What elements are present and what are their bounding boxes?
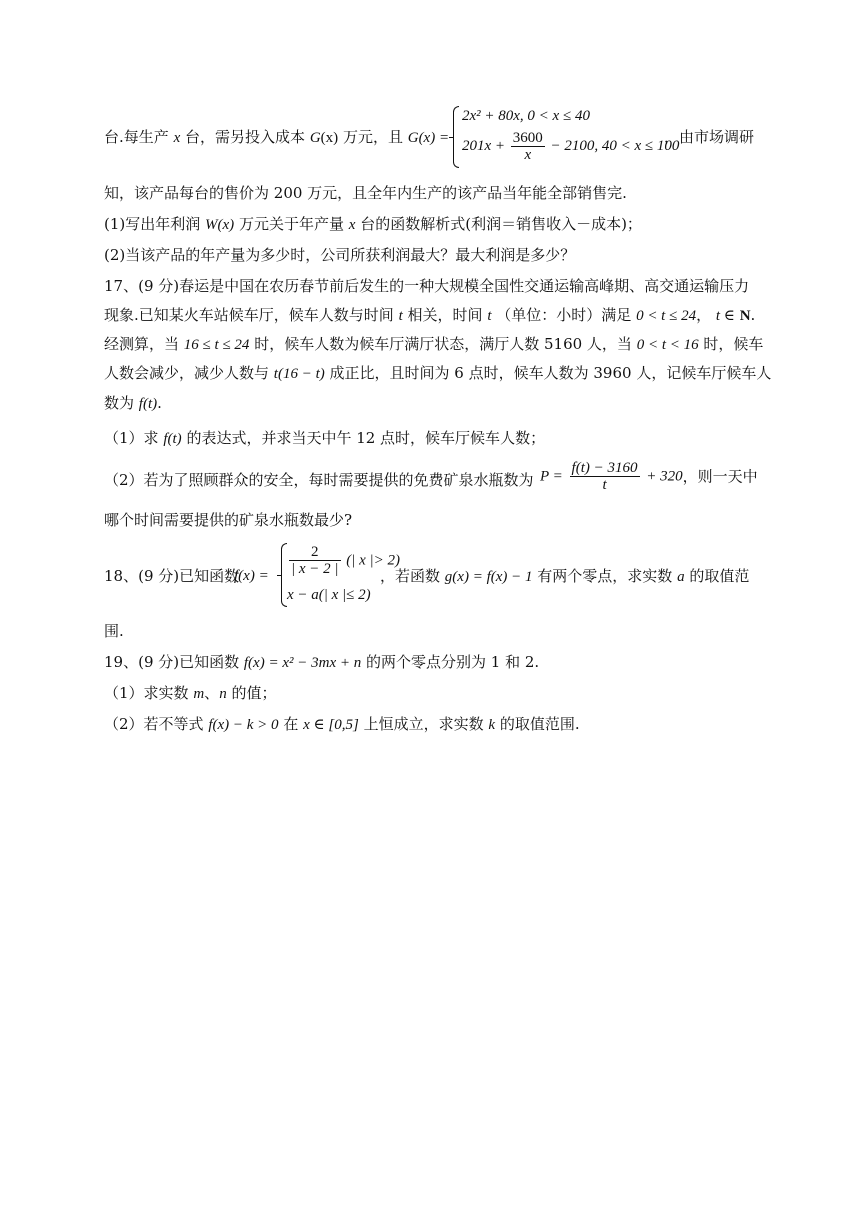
q17-frac-num: f(t) − 3160 <box>571 460 638 476</box>
q17-l2-cond2: t ∈ <box>715 308 735 324</box>
q19-s2-ineq: f(x) − k > 0 <box>208 717 279 733</box>
q16-var-x: x <box>173 130 181 146</box>
q18-f-eq: f(x) = <box>234 568 269 584</box>
q17-s2-post: ，则一天中 <box>682 467 758 486</box>
q19-sub1 <box>104 683 276 704</box>
q19-f-eq: f(x) = x² − 3mx + n <box>243 655 362 671</box>
q19-s2-mid2: 上恒成立，求实数 <box>363 715 484 733</box>
q17-line4 <box>104 363 771 384</box>
q17-sub2-line2: 哪个时间需要提供的矿泉水瓶数最少? <box>104 511 353 529</box>
q17-s2-P: P = <box>540 468 563 485</box>
q17-formula-P <box>540 460 758 493</box>
q16-line1 <box>104 127 449 148</box>
q19-s1-sep: 、 <box>204 684 220 702</box>
q16-piece2-a: 201x + <box>462 137 506 154</box>
q17-frac-den: t <box>602 477 607 493</box>
q17-s1-f: f(t) <box>163 431 182 447</box>
q17-sub1 <box>104 428 545 449</box>
q16-sub1-pre: (1)写出年利润 <box>104 215 201 233</box>
q17-l5-pre: 数为 <box>104 394 135 412</box>
q16-sub1-mid: 万元关于年产量 <box>238 215 344 233</box>
q17-s2-pre: （2）若为了照顾群众的安全，每时需要提供的免费矿泉水瓶数为 <box>104 471 534 489</box>
q17-line3 <box>104 334 763 355</box>
q19-s1-n: n <box>219 686 227 702</box>
q17-line1: 17、(9 分)春运是中国在农历春节前后发生的一种大规模全国性交通运输高峰期、高交通运输压力 <box>104 277 750 295</box>
q18-mid: ，若函数 <box>380 567 441 585</box>
q18-rest <box>380 566 749 587</box>
q16-sub1-W: W(x) <box>205 217 235 233</box>
q18-pre: 18、(9 分)已知函数 <box>104 567 240 585</box>
q16-sub2: (2)当该产品的年产量为多少时，公司所获利润最大？最大利润是多少？ <box>104 246 576 264</box>
q16-line1-post: ，由市场调研 <box>664 128 755 146</box>
q18-post2: 的取值范 <box>689 567 750 585</box>
q16-sub1-post: 台的函数解析式(利润＝销售收入－成本)； <box>360 215 642 233</box>
q19-s2-k: k <box>488 717 496 733</box>
q19-s1-post: 的值； <box>231 684 277 702</box>
q16-text: 台.每生产 <box>104 128 169 146</box>
q16-fraction <box>511 130 545 163</box>
q18-line2: 围. <box>104 622 124 640</box>
q16-sub1-x: x <box>348 217 356 233</box>
q16-piece1: 2x² + 80x, 0 < x ≤ 40 <box>462 108 590 124</box>
q16-Gx: (x) <box>320 130 339 146</box>
q17-l2-end: . <box>750 306 756 324</box>
q18-p1-cond: (| x |> 2) <box>346 552 401 569</box>
q16-G-eq: G(x) = <box>407 130 450 146</box>
q17-s1-post: 的表达式，并求当天中午 12 点时，候车厅候车人数； <box>186 429 546 447</box>
q17-l5-end: . <box>157 394 162 412</box>
q16-piece2-b: − 2100, 40 < x ≤ 100 <box>550 137 680 154</box>
q17-fraction <box>570 460 640 493</box>
q16-text: 万元，且 <box>342 128 403 146</box>
q17-l2-cond: 0 < t ≤ 24 <box>636 308 697 324</box>
q17-line5 <box>104 393 162 414</box>
q16-frac-den: x <box>524 147 532 163</box>
q18-frac-den: | x − 2 | <box>291 561 339 577</box>
q18-piece2: x − a(| x |≤ 2) <box>287 587 371 603</box>
q16-line2: 知，该产品每台的售价为 200 万元，且全年内生产的该产品当年能全部销售完. <box>104 184 627 202</box>
q17-l3-post: 时，候车 <box>703 335 764 353</box>
q16-brace <box>453 106 459 168</box>
q17-l2-sep: ， <box>696 306 712 324</box>
q19-s2-dom: x ∈ [0,5] <box>303 717 359 733</box>
q16-sub1 <box>104 214 642 235</box>
q16-frac-num: 3600 <box>512 130 543 146</box>
q17-l2-mid: 相关，时间 <box>407 306 483 324</box>
q19-post: 的两个零点分别为 1 和 2. <box>366 653 540 671</box>
q19-s1-pre: （1）求实数 <box>104 684 189 702</box>
q19-s2-pre: （2）若不等式 <box>104 715 204 733</box>
q17-l3-mid: 时，候车人数为候车厅满厅状态，满厅人数 5160 人，当 <box>254 335 632 353</box>
q19-s1-m: m <box>193 686 205 702</box>
q18-fraction <box>289 544 341 577</box>
q17-s2-plus: + 320 <box>646 468 683 485</box>
q17-s1-pre: （1）求 <box>104 429 159 447</box>
q19-line1 <box>104 652 539 673</box>
q17-l2-pre: 现象.已知某火车站候车厅，候车人数与时间 <box>104 306 394 324</box>
q17-l2-N: N <box>739 308 751 324</box>
q17-l4-pre: 人数会减少，减少人数与 <box>104 364 270 382</box>
q16-G: G <box>309 130 321 146</box>
q19-s2-post: 的取值范围. <box>499 715 580 733</box>
q18-a: a <box>677 569 685 585</box>
q17-l4-post: 成正比，且时间为 6 点时，候车人数为 3960 人，记候车厅候车人 <box>329 364 772 382</box>
q16-text: 台，需另投入成本 <box>185 128 306 146</box>
q18-g-eq: g(x) = f(x) − 1 <box>444 569 533 585</box>
q17-l2-t: t <box>398 308 403 324</box>
q17-l2-mid2: （单位：小时）满足 <box>496 306 632 324</box>
q17-l3-pre: 经测算，当 <box>104 335 180 353</box>
q17-line2 <box>104 305 755 326</box>
q19-s2-mid: 在 <box>283 715 299 733</box>
q16-piece2 <box>462 130 679 163</box>
q18-frac-num: 2 <box>289 544 341 561</box>
q17-l2-t2: t <box>487 308 492 324</box>
q19-pre: 19、(9 分)已知函数 <box>104 653 240 671</box>
q17-l4-expr: t(16 − t) <box>273 366 325 382</box>
q19-sub2 <box>104 714 580 735</box>
q17-l3-cond2: 0 < t < 16 <box>636 337 699 353</box>
q17-l3-cond: 16 ≤ t ≤ 24 <box>183 337 250 353</box>
q18-post: 有两个零点，求实数 <box>537 567 673 585</box>
q17-l5-f: f(t) <box>138 396 158 412</box>
